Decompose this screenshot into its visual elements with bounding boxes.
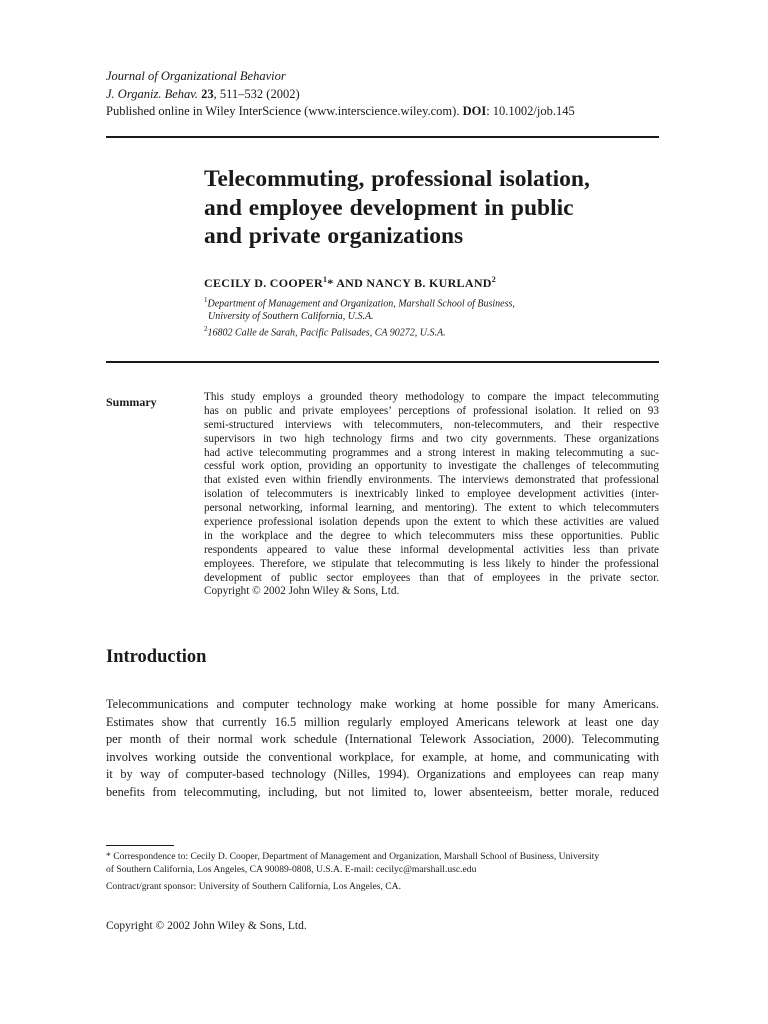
doi-value: : 10.1002/job.145 <box>486 104 575 118</box>
affiliation-1-line-1: Department of Management and Organization, Marshall School of Business, <box>207 298 515 310</box>
title-block-divider <box>106 361 659 363</box>
published-online-text: Published online in Wiley InterScience (www.interscience.wiley.com). <box>106 104 463 118</box>
journal-abbrev: J. Organiz. Behav. <box>106 86 198 101</box>
summary-line: This study employs a grounded theory methodology to compare the impact telecommuting <box>204 391 659 403</box>
summary-line: isolation of telecommuters is inextricably linked to employee development activities (inter- <box>204 488 659 501</box>
affiliation-1-line-2: University of Southern California, U.S.A. <box>208 310 374 322</box>
header-divider <box>106 136 659 138</box>
affiliation-2-mark: 2 <box>204 325 208 334</box>
footnote-line: of Southern California, Los Angeles, CA 90089-0808, U.S.A. E-mail: cecilyc@marshall.usc.edu <box>106 863 477 875</box>
journal-citation <box>106 86 666 104</box>
author-1-name: CECILY D. COOPER <box>204 276 323 290</box>
title-line: Telecommuting, professional isolation, <box>204 166 590 192</box>
affiliation-1 <box>204 294 515 311</box>
affiliations <box>204 294 515 340</box>
journal-header <box>106 68 666 121</box>
author-list <box>204 275 496 291</box>
author-2-name: NANCY B. KURLAND <box>366 276 492 290</box>
doi-label: DOI <box>462 104 487 118</box>
correspondence-mark: * <box>327 276 334 290</box>
journal-name: Journal of Organizational Behavior <box>106 69 286 83</box>
introduction-paragraph <box>106 696 659 801</box>
correspondence-footnote <box>106 851 659 876</box>
journal-volume: 23 <box>201 86 214 101</box>
summary-line: had active telecommuting programmes and a strong interest in making telecommuting a suc- <box>204 446 659 459</box>
summary-line: in the workplace and the degree to which telecommuters miss these opportunities. Public <box>204 529 659 542</box>
title-line: and employee development in public <box>204 194 574 221</box>
summary-copyright-line: Copyright © 2002 John Wiley & Sons, Ltd. <box>204 585 400 598</box>
body-line: benefits from telecommuting, including, but not limited to, lower absenteeism, better morale, reduced <box>106 784 659 799</box>
affiliation-2-line-1: 16802 Calle de Sarah, Pacific Palisades, CA 90272, U.S.A. <box>207 327 446 339</box>
summary-line: cessful work option, providing an opportunity to investigate the challenges of telecommuting <box>204 460 659 473</box>
summary-line: employees. Therefore, we stipulate that telecommuting is less likely to hinder the professional <box>204 557 659 570</box>
introduction-heading: Introduction <box>106 647 207 667</box>
summary-label: Summary <box>106 395 157 409</box>
summary-line: respondents appeared to value these informal developmental activities less than private <box>204 543 659 556</box>
footnote-line: * Correspondence to: Cecily D. Cooper, Department of Management and Organization, Marshall School of Business, University <box>106 851 600 862</box>
summary-line: supervisors in two high technology firms and two city governments. These organizations <box>204 432 659 445</box>
sponsor-footnote: Contract/grant sponsor: University of Southern California, Los Angeles, CA. <box>106 881 401 892</box>
summary-line: that existed even within friendly environments. The interviews demonstrated that professional <box>204 474 659 487</box>
body-line: Telecommunications and computer technology make working at home possible for many Americans. <box>106 697 659 711</box>
body-line: Estimates show that currently 16.5 million regularly employed Americans telework at least one day <box>106 714 659 729</box>
body-line: per month of their normal work schedule (International Telework Association, 2000). Telecommuting <box>106 732 659 746</box>
author-2-affiliation-mark: 2 <box>491 275 497 284</box>
summary-line: personal networking, informal learning, and mentoring). The extent to which telecommuters <box>204 502 659 515</box>
summary-line: has on public and private employees’ perceptions of professional isolation. It relied on 93 <box>204 404 659 417</box>
title-line: and private organizations <box>204 223 464 249</box>
author-conjunction: AND <box>333 276 367 290</box>
page-copyright: Copyright © 2002 John Wiley & Sons, Ltd. <box>106 920 307 932</box>
body-line: involves working outside the conventional workplace, for example, at home, and communicating with <box>106 749 659 764</box>
body-line: it by way of computer-based technology (Nilles, 1994). Organizations and employees can reap many <box>106 767 659 781</box>
summary-line: experience professional isolation depends upon the extent to which these activities are valued <box>204 516 659 529</box>
summary-line: development of public sector employees than that of employees in the private sector. <box>204 571 659 584</box>
affiliation-1-mark: 1 <box>204 296 208 304</box>
publication-info <box>106 103 666 121</box>
author-1-affiliation-mark: 1 <box>322 275 328 284</box>
journal-pages-year: , 511–532 (2002) <box>213 86 300 101</box>
affiliation-2 <box>204 323 515 340</box>
footnote-divider <box>106 845 174 846</box>
summary-line: semi-structured interviews with telecommuters, non-telecommuters, and their respective <box>204 418 659 431</box>
summary-abstract <box>204 391 659 599</box>
article-title <box>204 165 659 251</box>
